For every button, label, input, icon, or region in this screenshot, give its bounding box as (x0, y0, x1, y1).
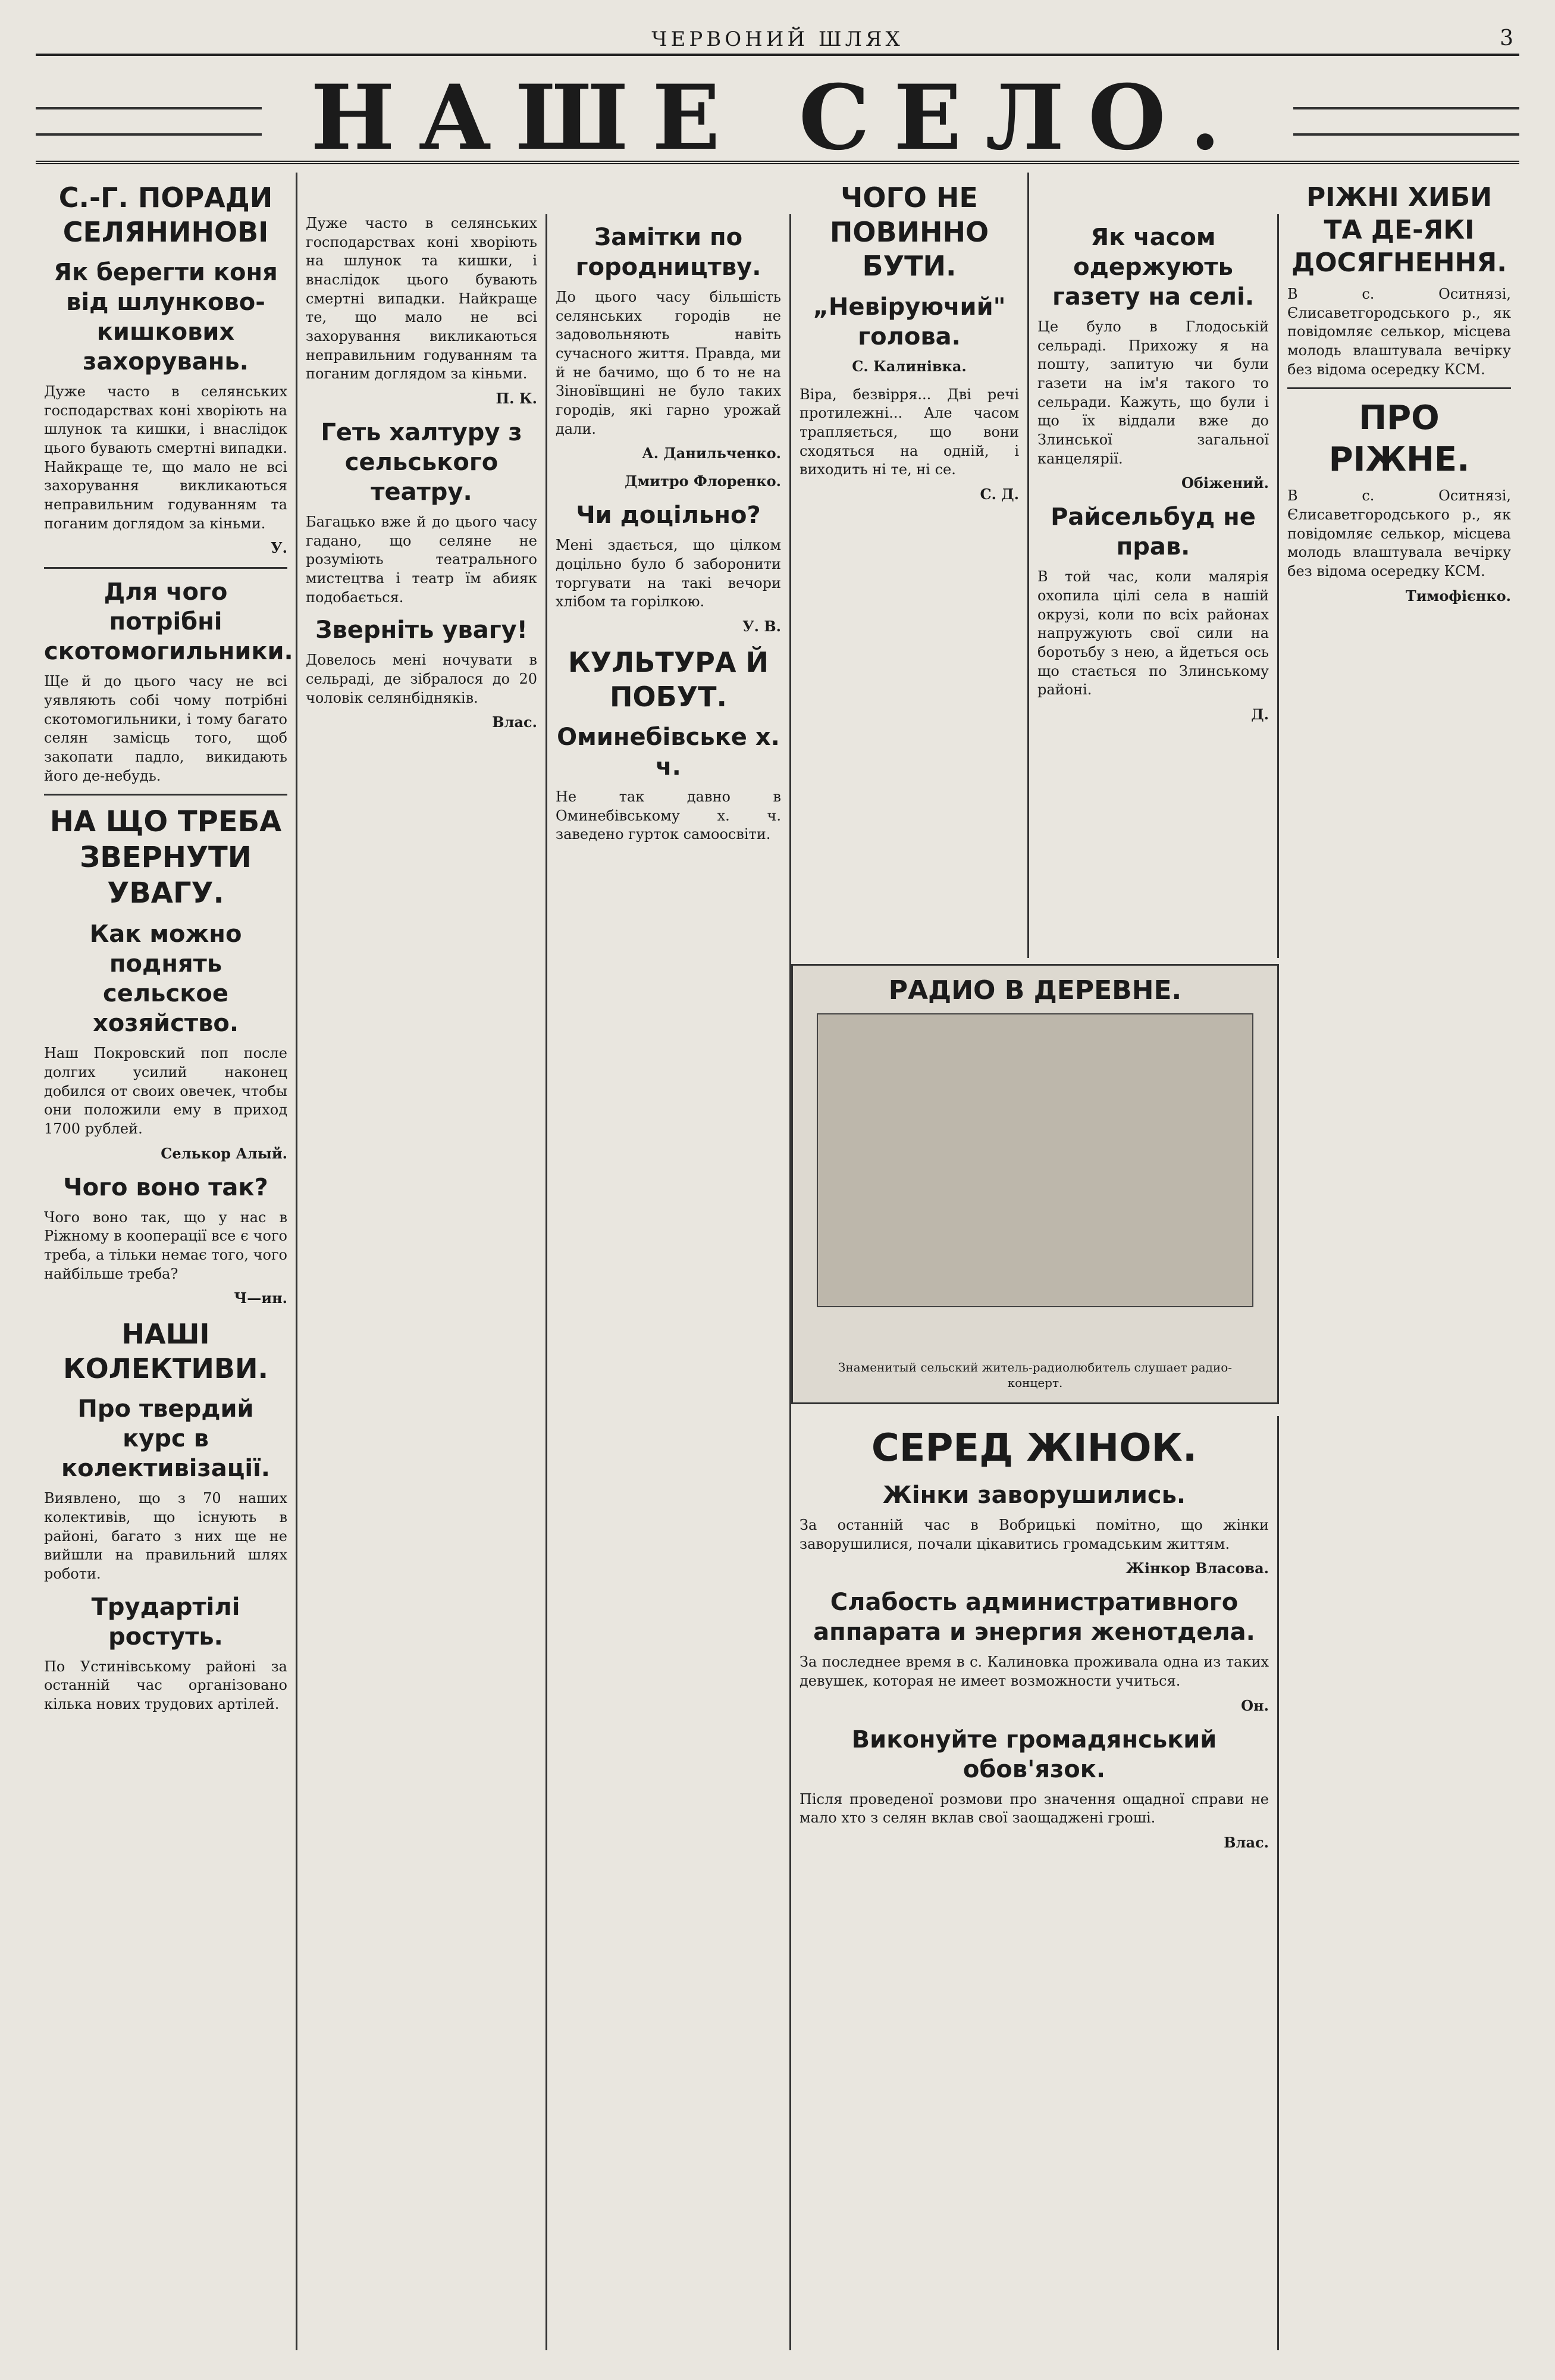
column-right (1279, 173, 1519, 2350)
section-advice: С.-Г. ПОРАДИ СЕЛЯНИНОВІ (58, 181, 273, 248)
section-culture: КУЛЬТУРА Й ПОБУТ. (568, 646, 769, 713)
article-signature: Ч—ин. (234, 1289, 287, 1307)
article-text: В той час, коли малярія охопила цілі села в нашій окрузі, коли по всіх районах напружують свої сили на боротьбу з нею, а йдеться ось що стається по Злинському районі. (1037, 568, 1269, 699)
column-5 (1029, 214, 1279, 958)
section-various: ПРО РІЖНЕ. (1328, 399, 1470, 480)
section-collectives: НАШІ КОЛЕКТИВИ. (63, 1318, 268, 1385)
article-text: Багацько вже й до цього часу гадано, що селяне не розуміють театрального мистецтва і театр їм абияк подобається. (306, 513, 537, 606)
article-title: Зверніть увагу! (315, 616, 528, 644)
section-women: СЕРЕД ЖІНОК. (871, 1426, 1197, 1470)
article-text: Чого воно так, що у нас в Ріжному в кооперації все є чого треба, а тільки немає того, чого найбільше треба? (44, 1208, 287, 1282)
article-title: Як берегти коня від шлунково-кишкових захорувань. (54, 259, 278, 375)
photo-caption: Знаменитый сельский житель-радиолюбитель слушает радио-концерт. (838, 1360, 1233, 1390)
section-attention: НА ЩО ТРЕБА ЗВЕРНУТИ УВАГУ. (49, 805, 282, 910)
article-title: Оминебівське х. ч. (557, 724, 780, 781)
article-text: В с. Оситнязі, Єлисаветгородського р., як повідомляє селькор, місцева молодь влаштувала вечірку без відома осередку КСМ. (1287, 487, 1511, 580)
article-title: Геть халтуру з сельського театру. (321, 419, 522, 506)
article-title: Для чого потрібні скотомогильники. (44, 578, 293, 666)
radio-illustration (791, 964, 1279, 1404)
article-signature: Д. (1251, 706, 1269, 724)
article-title: Трудартілі ростуть. (91, 1593, 240, 1651)
article-signature: П. К. (496, 390, 537, 408)
page-number: 3 (1500, 26, 1513, 51)
masthead (36, 65, 1519, 170)
article-signature: С. Д. (980, 485, 1019, 503)
column-2 (297, 214, 547, 2350)
article-title: Как можно поднять сельское хозяйство. (89, 920, 242, 1038)
column-4 (791, 173, 1029, 958)
article-text: Не так давно в Оминебівському х. ч. заведено гурток самоосвіти. (556, 788, 781, 843)
article-text: В с. Оситнязі, Єлисаветгородського р., як повідомляє селькор, місцева молодь влаштувала вечірку без відома осередку КСМ. (1287, 286, 1511, 378)
article-text: Після проведеної розмови про значення ощадної справи не мало хто з селян вклав свої заощаджені гроші. (800, 1790, 1269, 1827)
article-signature: Селькор Алый. (161, 1144, 287, 1162)
article-signature: Обіжений. (1181, 474, 1269, 492)
article-text: Виявлено, що з 70 наших колективів, що існують в районі, багато з них ще не вийшли на правильний шлях роботи. (44, 1490, 287, 1583)
article-signature: Жінкор Власова. (1126, 1559, 1269, 1577)
article-title: Слабость административного аппарата и энергия женотдела. (813, 1589, 1255, 1646)
article-place: С. Калинівка. (852, 357, 967, 375)
article-text: Ще й до цього часу не всі уявляють собі чому потрібні скотомогильники, і тому багато селян замісць того, щоб закопати падло, викидають його де-небудь. (44, 673, 287, 784)
article-text: За останній час в Вобрицькі помітно, що жінки заворушилися, почали цікавитись громадським життям. (800, 1517, 1269, 1552)
radio-photo (817, 1013, 1253, 1307)
article-title: Як часом одержують газету на селі. (1052, 224, 1255, 311)
column-3 (547, 214, 791, 2350)
column-1 (36, 173, 297, 2350)
article-title: Жінки заворушились. (882, 1482, 1186, 1509)
article-signature: Тимофієнко. (1405, 587, 1511, 605)
section-radio: РАДИО В ДЕРЕВНЕ. (888, 975, 1182, 1006)
article-text: Мені здається, що цілком доцільно було б заборонити торгувати на такі вечори хлібом та горілкою. (556, 537, 781, 610)
section-duty: Виконуйте громадянський обов'язок. (851, 1726, 1217, 1783)
running-header (36, 24, 1519, 56)
section-should-not: ЧОГО НЕ ПОВИННО БУТИ. (829, 181, 989, 282)
article-text: До цього часу більшість селянських городів не задовольняють навіть сучасного життя. Правда, ми й не бачимо, що б то не на Зіновївщині не було таких городів, які гарно урожай дали. (556, 289, 781, 437)
article-text-continued: Дуже часто в селянських господарствах коні хворіють на шлунок та кишки, і внаслідок цього бувають смертні випадки. Найкраще те, що мало не всі захорування викликаються неправильним годуванням та поганим доглядом за кіньми. (306, 215, 537, 383)
women-section (791, 1416, 1279, 2350)
article-text: За последнее время в с. Калиновка проживала одна из таких девушек, которая не имеет возможности учиться. (800, 1654, 1269, 1690)
article-title: Чого воно так? (63, 1173, 268, 1201)
article-signature: Дмитро Флоренко. (624, 472, 781, 490)
section-errors: РІЖНІ ХИБИ ТА ДЕ-ЯКІ ДОСЯГНЕННЯ. (1291, 182, 1507, 278)
article-text: Це було в Глодоській сельраді. Прихожу я на пошту, запитую чи були газети на ім'я такого то сельради. Кажуть, що були і що їх віддали вже до Злинської загальної канцелярії. (1037, 318, 1269, 467)
article-title: „Невіруючий" голова. (813, 293, 1006, 350)
article-title: Чи доцільно? (576, 502, 761, 530)
running-title: ЧЕРВОНИЙ ШЛЯХ (651, 27, 904, 51)
article-text: Дуже часто в селянських господарствах коні хворіють на шлунок та кишки, і внаслідок цього бувають смертні випадки. Найкраще те, що мало не всі захорування викликаються неправильним годуванням та поганим доглядом за кіньми. (44, 383, 287, 532)
masthead-title: НАШЕ СЕЛО. (311, 65, 1244, 170)
article-text: Довелось мені ночувати в сельраді, де зібралося до 20 чоловік селянбідняків. (306, 652, 537, 706)
article-text: Віра, безвірря... Дві речі протилежні... Але часом трапляється, що вони сходяться на одній, і виходить ні те, ні се. (800, 386, 1019, 478)
article-title: Про твердий курс в колективізації. (61, 1395, 270, 1483)
article-signature: Влас. (1224, 1834, 1269, 1852)
article-signature: У. (271, 539, 287, 557)
article-signature: А. Данильченко. (642, 444, 781, 462)
article-text: Наш Покровский поп после долгих усилий наконец добился от своих овечек, чтобы они положили ему в приход 1700 рублей. (44, 1045, 287, 1138)
article-title: Райсельбуд не прав. (1051, 503, 1256, 561)
article-signature: Влас. (492, 713, 537, 731)
article-signature: У. В. (742, 618, 781, 635)
article-text: По Устинівському районі за останній час організовано кілька нових трудових артілей. (44, 1658, 287, 1713)
article-title: Замітки по городництву. (575, 224, 761, 281)
article-signature: Он. (1241, 1696, 1269, 1714)
